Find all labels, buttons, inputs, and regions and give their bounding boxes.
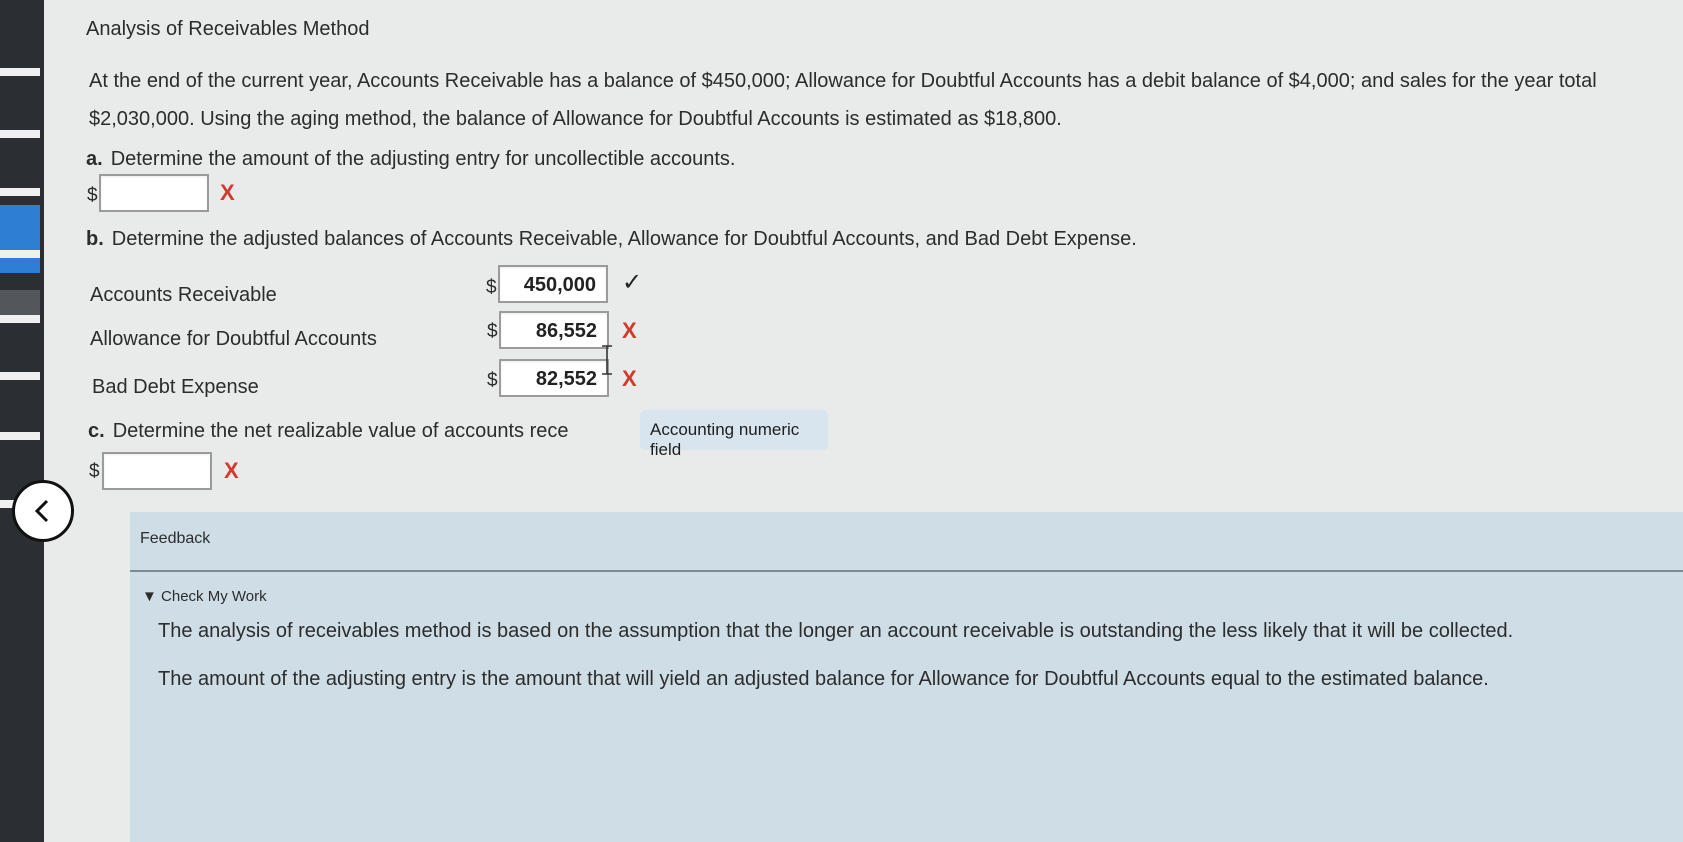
part-c-text: Determine the net realizable value of accounts rece: [112, 420, 569, 442]
part-b-question: [86, 228, 1137, 251]
feedback-text: [158, 612, 1548, 698]
feedback-heading: Feedback: [140, 530, 211, 547]
feedback-panel: [130, 512, 1683, 842]
part-b-letter: b.: [86, 228, 104, 250]
net-realizable-value-input[interactable]: [102, 452, 212, 490]
feedback-paragraph: The analysis of receivables method is based on the assumption that the longer an account receivable is outstanding the less likely that it will be collected.: [158, 620, 1514, 642]
part-a-text: Determine the amount of the adjusting entry for uncollectible accounts.: [110, 148, 736, 170]
text-cursor-icon: [600, 345, 614, 375]
part-a-question: [86, 148, 735, 171]
divider: [130, 570, 1683, 572]
field-tooltip: Accounting numeric field: [640, 410, 828, 450]
incorrect-x-icon: X: [622, 318, 637, 343]
bad-debt-expense-input[interactable]: 82,552: [499, 359, 609, 397]
accounts-receivable-label: Accounts Receivable: [90, 284, 277, 306]
sidebar-tick[interactable]: [0, 68, 40, 76]
check-my-work-toggle[interactable]: ▼ Check My Work: [142, 588, 267, 605]
part-c-letter: c.: [88, 420, 105, 442]
sidebar-tick[interactable]: [0, 315, 40, 323]
part-c-question: [88, 420, 569, 443]
left-sidebar: [0, 0, 44, 842]
sidebar-tick[interactable]: [0, 250, 40, 258]
part-b-text: Determine the adjusted balances of Accounts Receivable, Allowance for Doubtful Accounts, and Bad Debt Expense.: [111, 228, 1137, 250]
incorrect-x-icon: X: [220, 180, 235, 205]
adjusting-entry-input[interactable]: [99, 174, 209, 212]
sidebar-tick[interactable]: [0, 188, 40, 196]
check-icon: ✓: [622, 269, 643, 296]
sidebar-tick[interactable]: [0, 432, 40, 440]
currency-symbol: $: [89, 461, 100, 482]
allowance-input[interactable]: 86,552: [499, 311, 609, 349]
sidebar-tick[interactable]: [0, 130, 40, 138]
currency-symbol: $: [487, 321, 498, 342]
currency-symbol: $: [486, 277, 497, 298]
incorrect-x-icon: X: [224, 458, 239, 483]
currency-symbol: $: [87, 185, 98, 206]
accounts-receivable-input[interactable]: 450,000: [498, 265, 608, 303]
part-a-letter: a.: [86, 148, 103, 170]
currency-symbol: $: [487, 370, 498, 391]
bad-debt-expense-label: Bad Debt Expense: [92, 376, 259, 398]
sidebar-active-item[interactable]: [0, 205, 40, 273]
page-title: Analysis of Receivables Method: [86, 18, 370, 40]
incorrect-x-icon: X: [622, 366, 637, 391]
feedback-paragraph: The amount of the adjusting entry is the amount that will yield an adjusted balance for Allowance for Doubtful Accounts equal to the estimated balance.: [158, 668, 1489, 690]
question-panel: [44, 0, 1683, 842]
problem-statement: At the end of the current year, Accounts Receivable has a balance of $450,000; Allowance for Doubtful Accounts has a debit balance of $4,000; and sales for the year total $2,030,000. Using the aging method, the balance of Allowance for Doubtful Accounts is estimated as $18,800.: [89, 70, 1597, 130]
allowance-label: Allowance for Doubtful Accounts: [90, 328, 377, 350]
sidebar-tick[interactable]: [0, 372, 40, 380]
